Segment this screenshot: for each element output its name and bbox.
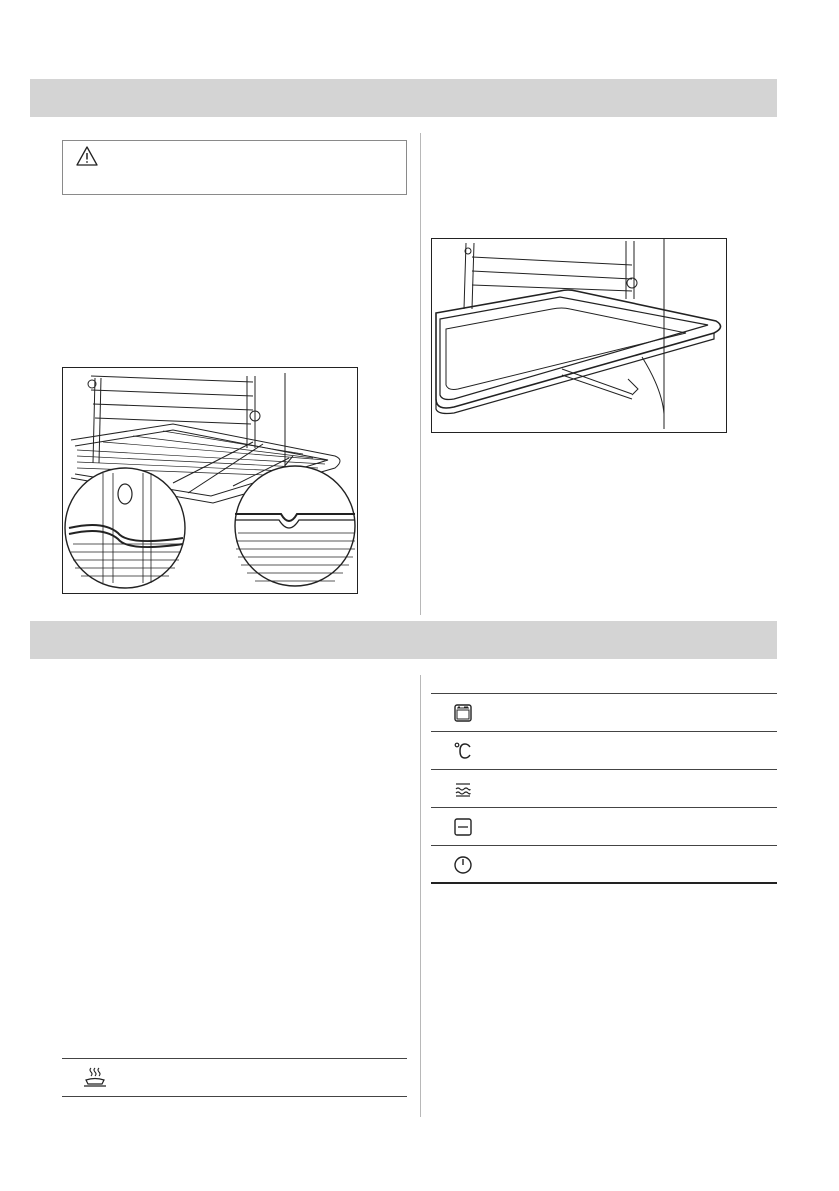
clock-icon xyxy=(453,855,473,875)
section-header-band-top xyxy=(30,79,777,117)
table-row xyxy=(431,845,777,884)
warning-box xyxy=(62,140,407,195)
tray-figure xyxy=(431,238,727,433)
table-row xyxy=(431,807,777,845)
symbol-table xyxy=(431,693,777,884)
keep-warm-dish-icon xyxy=(82,1065,108,1091)
column-divider-top xyxy=(420,133,421,615)
column-divider-bottom xyxy=(420,675,421,1117)
section-header-band-bottom xyxy=(30,621,777,659)
oven-display-icon xyxy=(453,703,473,723)
heat-up-indicator-icon xyxy=(453,779,473,799)
celsius-icon xyxy=(453,741,473,761)
table-row xyxy=(431,693,777,731)
oven-tray-illustration xyxy=(432,239,727,433)
water-tank-icon xyxy=(453,817,473,837)
wire-shelf-figure xyxy=(62,367,358,594)
table-row xyxy=(431,769,777,807)
table-row xyxy=(431,731,777,769)
oven-wire-shelf-illustration xyxy=(63,368,358,594)
keep-warm-table xyxy=(62,1058,407,1097)
warning-triangle-icon xyxy=(76,146,98,166)
